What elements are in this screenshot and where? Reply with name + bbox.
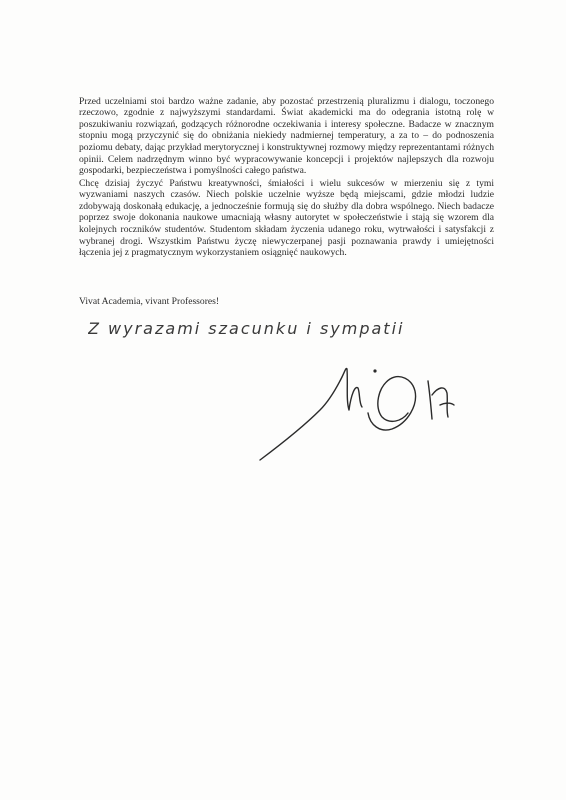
letter-paragraph-1: Przed uczelniami stoi bardzo ważne zadanie, aby pozostać przestrzenią pluralizmu i dialogu, toczonego rzeczowo, zgodnie z najwyższymi standardami. Świat akademicki ma do odegrania istotną rolę w poszukiwaniu rozwiązań, godzących różnorodne oczekiwania i interesy społeczne. Badacze w znacznym stopniu mogą przyczynić się do obniżania niekiedy nadmiernej temperatury, a za to – do podnoszenia poziomu debaty, dając przykład merytorycznej i konstruktywnej rozmowy między reprezentantami różnych opinii. Celem nadrzędnym winno być wypracowywanie koncepcji i projektów najlepszych dla rozwoju gospodarki, bezpieczeństwa i pomyślności całego państwa. <box>79 95 494 177</box>
letter-closing: Vivat Academia, vivant Professores! <box>79 295 220 307</box>
letter-paragraph-2: Chcę dzisiaj życzyć Państwu kreatywności, śmiałości i wielu sukcesów w mierzeniu się z tymi wyzwaniami naszych czasów. Niech polskie uczelnie wyższe będą miejscami, gdzie młodzi ludzie zdobywają doskonałą edukację, a jednocześnie formują się do służby dla dobra wspólnego. Niech badacze poprzez swoje dokonania naukowe umacniają własny autorytet w społeczeństwie i stają się wzorem dla kolejnych roczników studentów. Studentom składam życzenia udanego roku, wytrwałości i satysfakcji z wybranej drogi. Wszystkim Państwu życzę niewyczerpanej pasji poznawania prawdy i umiejętności łączenia jej z pragmatycznym wykorzystaniem osiągnięć naukowych. <box>79 177 494 259</box>
handwritten-signature <box>250 355 480 470</box>
handwritten-note-text: Z wyrazami szacunku i sympatii <box>88 319 405 338</box>
handwritten-note <box>88 308 488 348</box>
